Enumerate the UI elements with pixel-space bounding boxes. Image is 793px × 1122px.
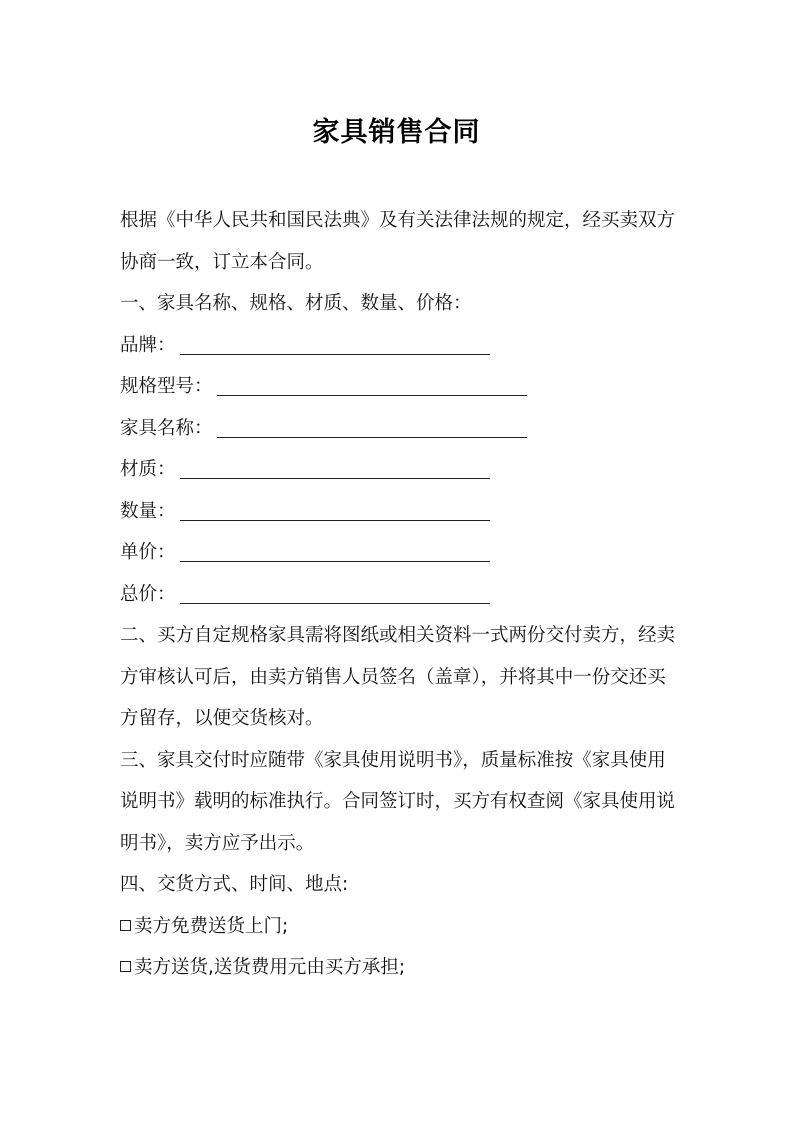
delivery-option-paid: [120, 947, 680, 989]
material-blank[interactable]: [180, 456, 490, 479]
section-2-line-2: 方审核认可后，由卖方销售人员签名（盖章），并将其中一份交还买: [120, 666, 666, 688]
quantity-blank[interactable]: [180, 498, 490, 521]
section-1-heading: 一、家具名称、规格、材质、数量、价格：: [120, 293, 472, 314]
option-label: 卖方送货,送货费用元由买方承担;: [134, 957, 406, 978]
quantity-field: [120, 491, 680, 533]
brand-field: [120, 325, 680, 367]
section-3-line-3: 明书》，卖方应予出示。: [120, 832, 315, 854]
checkbox-icon[interactable]: [120, 920, 131, 931]
section-3-line-1: 三、家具交付时应随带《家具使用说明书》，质量标准按《家具使用: [120, 749, 666, 771]
model-blank[interactable]: [217, 373, 527, 396]
option-label: 卖方免费送货上门;: [134, 915, 289, 937]
field-label: 总价：: [120, 583, 176, 605]
unit-price-field: [120, 532, 680, 574]
brand-blank[interactable]: [180, 332, 490, 355]
total-price-field: [120, 574, 680, 616]
section-3-line-2: 说明书》载明的标准执行。合同签订时，买方有权查阅《家具使用说: [120, 791, 676, 812]
document-title: 家具销售合同: [312, 117, 481, 148]
material-field: [120, 449, 680, 491]
field-label: 单价：: [120, 542, 176, 563]
furniture-name-field: [120, 408, 680, 450]
intro-line-1: 根据《中华人民共和国民法典》及有关法律法规的规定，经买卖双方: [120, 210, 676, 231]
field-label: 品牌：: [120, 334, 176, 356]
section-2-line-1: 二、买方自定规格家具需将图纸或相关资料一式两份交付卖方，经卖: [120, 625, 676, 646]
field-label: 材质：: [120, 459, 176, 480]
section-4-heading: 四、交货方式、时间、地点:: [120, 874, 349, 895]
checkbox-icon[interactable]: [120, 961, 131, 972]
delivery-option-free: [120, 906, 680, 948]
field-label: 规格型号：: [120, 376, 213, 397]
furniture-name-blank[interactable]: [217, 415, 527, 438]
intro-line-2: 协商一致，订立本合同。: [120, 251, 324, 273]
field-label: 数量：: [120, 500, 176, 522]
section-2-line-3: 方留存，以便交货核对。: [120, 708, 324, 729]
field-label: 家具名称：: [120, 417, 213, 439]
contract-body: [120, 200, 680, 989]
unit-price-blank[interactable]: [180, 539, 490, 562]
model-field: [120, 366, 680, 408]
total-price-blank[interactable]: [180, 581, 490, 604]
